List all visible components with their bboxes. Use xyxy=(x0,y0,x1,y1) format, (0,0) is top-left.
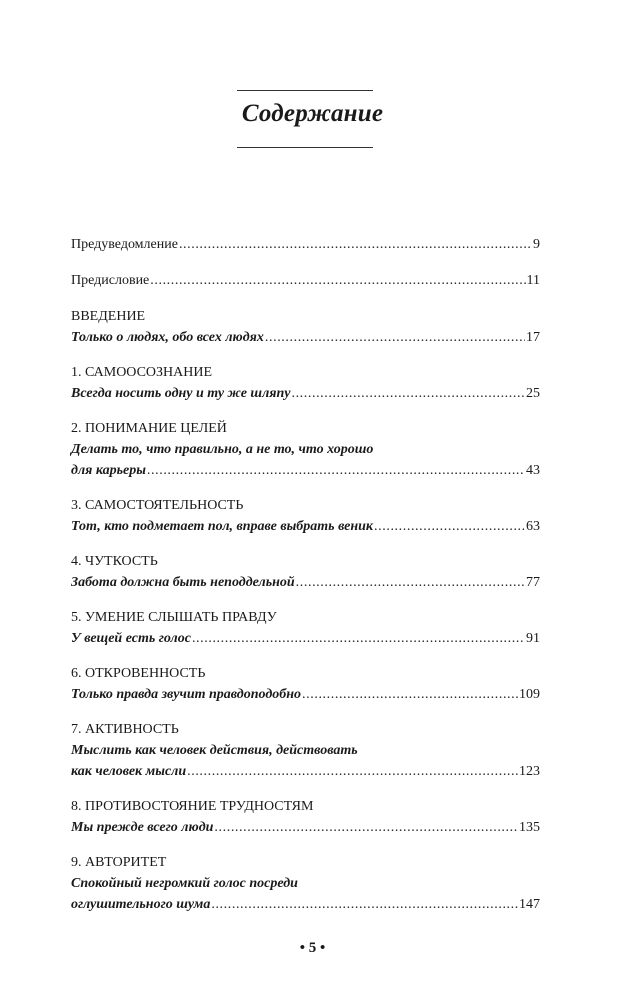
toc-leader-dots xyxy=(291,383,525,404)
title-rule-top xyxy=(237,90,373,91)
toc-leader-dots xyxy=(187,761,518,782)
chapter-heading: 6. ОТКРОВЕННОСТЬ xyxy=(71,666,206,681)
chapter-page: 63 xyxy=(526,519,540,534)
chapter-subtitle: Всегда носить одну и ту же шляпу xyxy=(71,386,291,401)
chapter-page: 135 xyxy=(519,820,540,835)
title-rule-bottom xyxy=(237,147,373,148)
toc-leader-dots xyxy=(302,684,518,705)
chapter-heading: 3. САМОСТОЯТЕЛЬНОСТЬ xyxy=(71,498,244,513)
chapter-list xyxy=(71,306,540,915)
page-number: • 5 • xyxy=(299,940,326,956)
toc-chapter[interactable] xyxy=(71,663,540,705)
toc-leader-dots xyxy=(211,894,518,915)
toc-entry[interactable] xyxy=(71,234,540,255)
chapter-heading: 2. ПОНИМАНИЕ ЦЕЛЕЙ xyxy=(71,421,227,436)
chapter-heading: ВВЕДЕНИЕ xyxy=(71,309,146,324)
chapter-page: 147 xyxy=(519,897,540,912)
toc-leader-dots xyxy=(179,234,532,255)
table-of-contents xyxy=(71,234,540,915)
chapter-subtitle: Тот, кто подметает пол, вправе выбрать веник xyxy=(71,519,374,534)
chapter-heading: 9. АВТОРИТЕТ xyxy=(71,855,167,870)
chapter-subtitle-line: Мыслить как человек действия, действовать xyxy=(71,743,358,758)
toc-leader-dots xyxy=(296,572,525,593)
toc-entry-label: Предисловие xyxy=(71,273,150,288)
chapter-heading: 1. САМООСОЗНАНИЕ xyxy=(71,365,213,380)
toc-leader-dots xyxy=(374,516,525,537)
chapter-subtitle: оглушительного шума xyxy=(71,897,211,912)
chapter-page: 17 xyxy=(526,330,540,345)
chapter-heading: 4. ЧУТКОСТЬ xyxy=(71,554,158,569)
page-title: Содержание xyxy=(241,100,384,127)
toc-chapter[interactable] xyxy=(71,418,540,481)
toc-entry-label: Предуведомление xyxy=(71,237,178,252)
toc-chapter[interactable] xyxy=(71,607,540,649)
chapter-page: 109 xyxy=(519,687,540,702)
toc-entry-page: 11 xyxy=(526,273,540,288)
chapter-heading: 7. АКТИВНОСТЬ xyxy=(71,722,179,737)
chapter-subtitle: Только правда звучит правдоподобно xyxy=(71,687,302,702)
chapter-subtitle: У вещей есть голос xyxy=(71,631,191,646)
toc-chapter[interactable] xyxy=(71,719,540,782)
chapter-page: 91 xyxy=(526,631,540,646)
toc-chapter[interactable] xyxy=(71,495,540,537)
chapter-page: 77 xyxy=(526,575,540,590)
chapter-subtitle: для карьеры xyxy=(71,463,146,478)
chapter-subtitle: Забота должна быть неподдельной xyxy=(71,575,295,590)
chapter-subtitle-line: Делать то, что правильно, а не то, что хорошо xyxy=(71,442,374,457)
chapter-heading: 5. УМЕНИЕ СЛЫШАТЬ ПРАВДУ xyxy=(71,610,277,625)
toc-chapter[interactable] xyxy=(71,551,540,593)
toc-chapter[interactable] xyxy=(71,362,540,404)
toc-chapter[interactable] xyxy=(71,306,540,348)
toc-leader-dots xyxy=(214,817,518,838)
chapter-subtitle: как человек мысли xyxy=(71,764,187,779)
chapter-subtitle: Только о людях, обо всех людях xyxy=(71,330,264,345)
front-matter-list xyxy=(71,234,540,291)
chapter-subtitle: Мы прежде всего люди xyxy=(71,820,214,835)
toc-chapter[interactable] xyxy=(71,852,540,915)
toc-entry[interactable] xyxy=(71,270,540,291)
toc-leader-dots xyxy=(150,270,525,291)
toc-entry-page: 9 xyxy=(533,237,540,252)
toc-leader-dots xyxy=(192,628,525,649)
chapter-heading: 8. ПРОТИВОСТОЯНИЕ ТРУДНОСТЯМ xyxy=(71,799,314,814)
toc-leader-dots xyxy=(147,460,525,481)
chapter-page: 123 xyxy=(519,764,540,779)
chapter-page: 43 xyxy=(526,463,540,478)
toc-leader-dots xyxy=(265,327,525,348)
toc-chapter[interactable] xyxy=(71,796,540,838)
chapter-page: 25 xyxy=(526,386,540,401)
chapter-subtitle-line: Спокойный негромкий голос посреди xyxy=(71,876,298,891)
